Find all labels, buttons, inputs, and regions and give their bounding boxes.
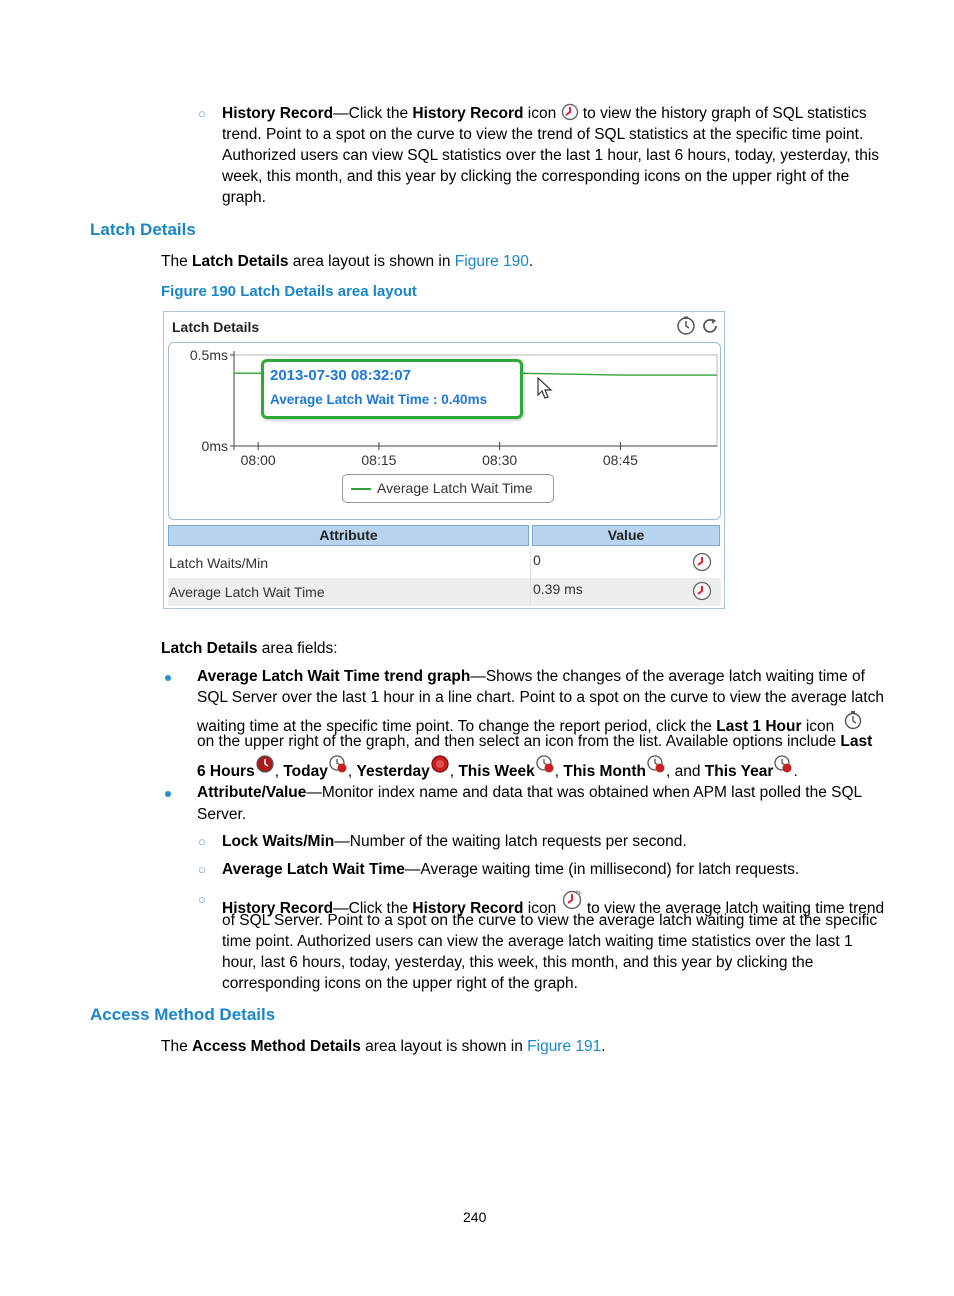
chart-tooltip	[261, 359, 523, 419]
x-tick-label: 08:30	[482, 452, 518, 468]
history-record-line4: week, this month, and this year by clicking the corresponding icons on the upper right of the	[222, 168, 850, 185]
access-method-intro: The Access Method Details area layout is shown in Figure 191.	[161, 1038, 606, 1055]
x-tick-label: 08:15	[361, 452, 397, 468]
history-record-sub-line3: time point. Authorized users can view the average latch waiting time statistics over the last 1	[222, 933, 853, 950]
trend-graph-line2: SQL Server over the last 1 hour in a line chart. Point to a spot on the curve to view the average latch	[197, 689, 884, 706]
avg-latch-wait-item: Average Latch Wait Time—Average waiting time (in millisecond) for latch requests.	[222, 861, 800, 878]
y-tick-label: 0.5ms	[189, 347, 228, 363]
history-record-icon[interactable]	[692, 552, 712, 572]
row-attribute: Latch Waits/Min	[169, 555, 269, 571]
sub-bullet-marker: ○	[198, 892, 206, 907]
history-record-icon	[561, 103, 579, 121]
bullet-marker	[165, 675, 171, 681]
last-1-hour-icon	[843, 710, 863, 730]
chart-panel	[168, 342, 721, 520]
history-record-line2: trend. Point to a spot on the curve to view the trend of SQL statistics at the specific time point.	[222, 126, 864, 143]
x-tick-label: 08:00	[240, 452, 276, 468]
row-value: 0.39 ms	[533, 581, 583, 597]
history-record-sub-item: History Record—Click the History Record icon to view the average latch waiting time trend	[222, 889, 884, 919]
panel-title: Latch Details	[172, 319, 260, 335]
today-icon	[328, 754, 348, 774]
history-record-sub-line2: of SQL Server. Point to a spot on the curve to view the average latch waiting time at the specific	[222, 912, 878, 929]
attribute-header: Attribute	[168, 525, 529, 546]
latch-details-intro: The Latch Details area layout is shown in Figure 190.	[161, 253, 534, 270]
period-clock-icon[interactable]	[676, 316, 696, 336]
this-week-icon	[535, 754, 555, 774]
history-record-sub-line4: hour, last 6 hours, today, yesterday, this week, this month, and this year by clicking the	[222, 954, 814, 971]
history-record-line3: Authorized users can view SQL statistics over the last 1 hour, last 6 hours, today, yesterday, this	[222, 147, 880, 164]
attribute-value-line2: Server.	[197, 806, 247, 823]
history-record-item: History Record—Click the History Record icon to view the history graph of SQL statistics	[222, 105, 867, 122]
history-record-icon[interactable]	[692, 581, 712, 601]
column-divider	[530, 549, 531, 606]
yesterday-icon	[430, 754, 450, 774]
chart-legend[interactable]	[342, 474, 554, 503]
bullet-marker	[165, 791, 171, 797]
y-tick-label: 0ms	[201, 438, 228, 454]
trend-graph-line4: on the upper right of the graph, and then select an icon from the list. Available options include Last	[197, 733, 873, 750]
legend-swatch	[351, 488, 371, 490]
access-method-heading: Access Method Details	[90, 1005, 276, 1024]
x-tick-label: 08:45	[602, 452, 638, 468]
lock-waits-item: Lock Waits/Min—Number of the waiting latch requests per second.	[222, 833, 687, 850]
this-month-icon	[646, 754, 666, 774]
row-attribute: Average Latch Wait Time	[169, 584, 325, 600]
trend-graph-item: Average Latch Wait Time trend graph—Shows the changes of the average latch waiting time of	[197, 668, 865, 685]
trend-graph-line5: 6 Hours , Today , Yesterday , This Week , This Month , and This Year .	[197, 754, 798, 782]
sub-bullet-marker: ○	[198, 834, 206, 849]
attribute-value-item: Attribute/Value—Monitor index name and data that was obtained when APM last polled the SQL	[197, 784, 863, 801]
row-value: 0	[533, 552, 541, 568]
this-year-icon	[773, 754, 793, 774]
tooltip-time: 2013-07-30 08:32:07	[270, 367, 411, 384]
figure-caption: Figure 190 Latch Details area layout	[161, 283, 417, 300]
history-record-sub-line5: corresponding icons on the upper right of the graph.	[222, 975, 578, 992]
page-number: 240	[463, 1209, 487, 1225]
table-row	[168, 578, 721, 606]
legend-label: Average Latch Wait Time	[377, 480, 533, 496]
history-record-line5: graph.	[222, 189, 266, 206]
trend-graph-line3: waiting time at the specific time point. To change the report period, click the Last 1 Hour icon	[197, 710, 863, 737]
table-row	[168, 549, 721, 577]
sub-bullet-marker: ○	[198, 106, 206, 121]
tooltip-value: Average Latch Wait Time : 0.40ms	[270, 392, 488, 407]
sub-bullet-marker: ○	[198, 862, 206, 877]
figure-191-link[interactable]: Figure 191	[527, 1038, 602, 1055]
value-header: Value	[532, 525, 720, 546]
fields-label: Latch Details area fields:	[161, 640, 338, 657]
refresh-icon[interactable]	[700, 316, 720, 336]
last-6-hours-icon	[255, 754, 275, 774]
figure-190-link[interactable]: Figure 190	[454, 253, 529, 270]
latch-details-heading: Latch Details	[90, 220, 196, 239]
latch-details-figure	[163, 311, 725, 609]
history-record-icon	[561, 889, 583, 911]
mouse-cursor-icon	[537, 377, 553, 401]
